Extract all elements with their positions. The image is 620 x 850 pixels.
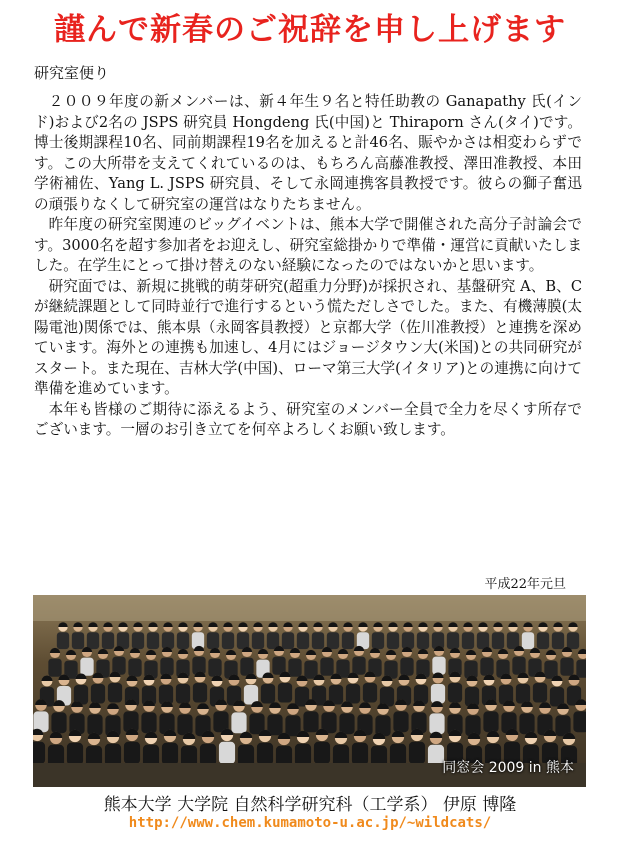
person-body (72, 632, 84, 649)
person-body (219, 742, 235, 764)
person-body (320, 658, 333, 676)
person-body (372, 632, 384, 649)
paragraph-closing: 本年も皆様のご期待に添えるよう、研究室のメンバー全員で全力を尽くす所存でございます。一層のお引き立てを何卒よろしくお願い致します。 (34, 400, 582, 438)
person-body (312, 632, 324, 649)
person-body (67, 743, 83, 765)
footer-author: 熊本大学 大学院 自然科学研究科（工学系） 伊原 博隆 (103, 795, 517, 815)
person-body (519, 713, 534, 734)
person-body (387, 632, 399, 649)
person-body (409, 742, 425, 764)
person-body (282, 632, 294, 649)
person-body (516, 684, 530, 704)
person-body (102, 632, 114, 649)
person-body (48, 659, 61, 677)
person-body (560, 658, 573, 676)
person-body (342, 632, 354, 649)
person-body (537, 632, 549, 649)
person-body (177, 714, 192, 735)
date-line: 平成22年元旦 (484, 577, 566, 592)
section-label: 研究室便り (34, 64, 110, 82)
person-body (288, 659, 301, 677)
person-body (567, 632, 579, 649)
person-body (429, 713, 444, 734)
person-body (352, 657, 365, 675)
person-body (162, 743, 178, 765)
person-body (552, 632, 564, 649)
person-body (278, 683, 292, 703)
photo-caption: 同窓会 2009 in 熊本 (442, 760, 574, 776)
person-body (222, 632, 234, 649)
person-body (462, 632, 474, 649)
person-body (314, 742, 330, 764)
person-body (87, 632, 99, 649)
person-body (327, 632, 339, 649)
person-body (257, 743, 273, 765)
person-body (346, 684, 360, 704)
body-text (34, 92, 582, 441)
paragraph-big-event: 昨年度の研究室関連のビッグイベントは、熊本大学で開催された高分子討論会です。3000名を超す参加者をお迎えし、研究室総掛かりで準備・運営に貢献いたしました。在学生にとって掛け替えのない経験になったのではないかと思います。 (34, 216, 582, 274)
person-body (297, 632, 309, 649)
person-body (432, 657, 445, 675)
person-body (160, 658, 173, 676)
person-body (132, 632, 144, 649)
person-body (393, 711, 408, 732)
person-body (193, 683, 207, 703)
person-body (57, 632, 69, 649)
person-body (237, 632, 249, 649)
person-body (177, 632, 189, 649)
person-body (352, 743, 368, 765)
person-body (87, 714, 102, 735)
person-body (208, 659, 221, 677)
person-body (522, 632, 534, 649)
person-body (231, 712, 246, 733)
person-body (147, 632, 159, 649)
person-body (108, 683, 122, 703)
person-body (303, 711, 318, 732)
person-body (533, 683, 547, 703)
person-body (477, 632, 489, 649)
person-body (295, 744, 311, 766)
person-body (261, 684, 275, 704)
person-body (576, 660, 586, 678)
person-body (141, 712, 156, 733)
person-body (252, 632, 264, 649)
lab-url-link[interactable]: http://www.chem.kumamoto-u.ac.jp/~wildcats/ (128, 815, 492, 831)
person-body (448, 683, 462, 703)
person-body (390, 744, 406, 766)
person-body (400, 658, 413, 676)
person-body (573, 711, 586, 732)
person-body (492, 632, 504, 649)
person-body (339, 713, 354, 734)
person-body (80, 658, 93, 676)
person-body (200, 744, 216, 766)
person-body (512, 657, 525, 675)
person-body (162, 632, 174, 649)
person-body (105, 744, 121, 766)
person-body (483, 711, 498, 732)
person-body (207, 632, 219, 649)
paragraph-research: 研究面では、新規に挑戦的萌芽研究(超重力分野)が採択され、基盤研究 A、B、C が継続課題として同時並行で進行するという慌ただしさでした。また、有機薄膜(太陽電池)関係では、熊本県（永岡客員教授）と京都大学（佐川准教授）と連携を深めています。海外との連携も加速し、4月にはジョージタウン大(米国)との共同研究がスタート。また現在、吉林大学(中国)、ローマ第三大学(イタリア)との連携に向けて準備を進めています。 (34, 277, 582, 397)
person-body (176, 684, 190, 704)
person-body (417, 632, 429, 649)
person-body (447, 632, 459, 649)
paragraph-new-members: ２００９年度の新メンバーは、新４年生９名と特任助教の Ganapathy 氏(インド)および2名の JSPS 研究員 Hongdeng 氏(中国)と Thiraporn さん(タイ)です。博士後期課程10名、同前期課程19名を加えると計46名、賑やかさは相変わらずです。この大所帯を支えてくれているのは、もちろん高藤准教授、澤田准教授、本田学術補佐、Yang L. JSPS 研究員、そして永岡連携客員教授です。彼らの獅子奮迅の頑張りなくして研究室の運営はなりたちません。 (34, 93, 582, 213)
person-body (363, 683, 377, 703)
person-body (402, 632, 414, 649)
person-body (128, 659, 141, 677)
person-body (91, 684, 105, 704)
person-body (33, 742, 45, 764)
person-body (240, 658, 253, 676)
person-body (51, 712, 66, 733)
person-body (480, 658, 493, 676)
person-body (431, 684, 445, 704)
person-body (124, 742, 140, 764)
group-photo (33, 595, 586, 787)
page-title: 謹んで新春のご祝辞を申し上げます (54, 12, 566, 48)
